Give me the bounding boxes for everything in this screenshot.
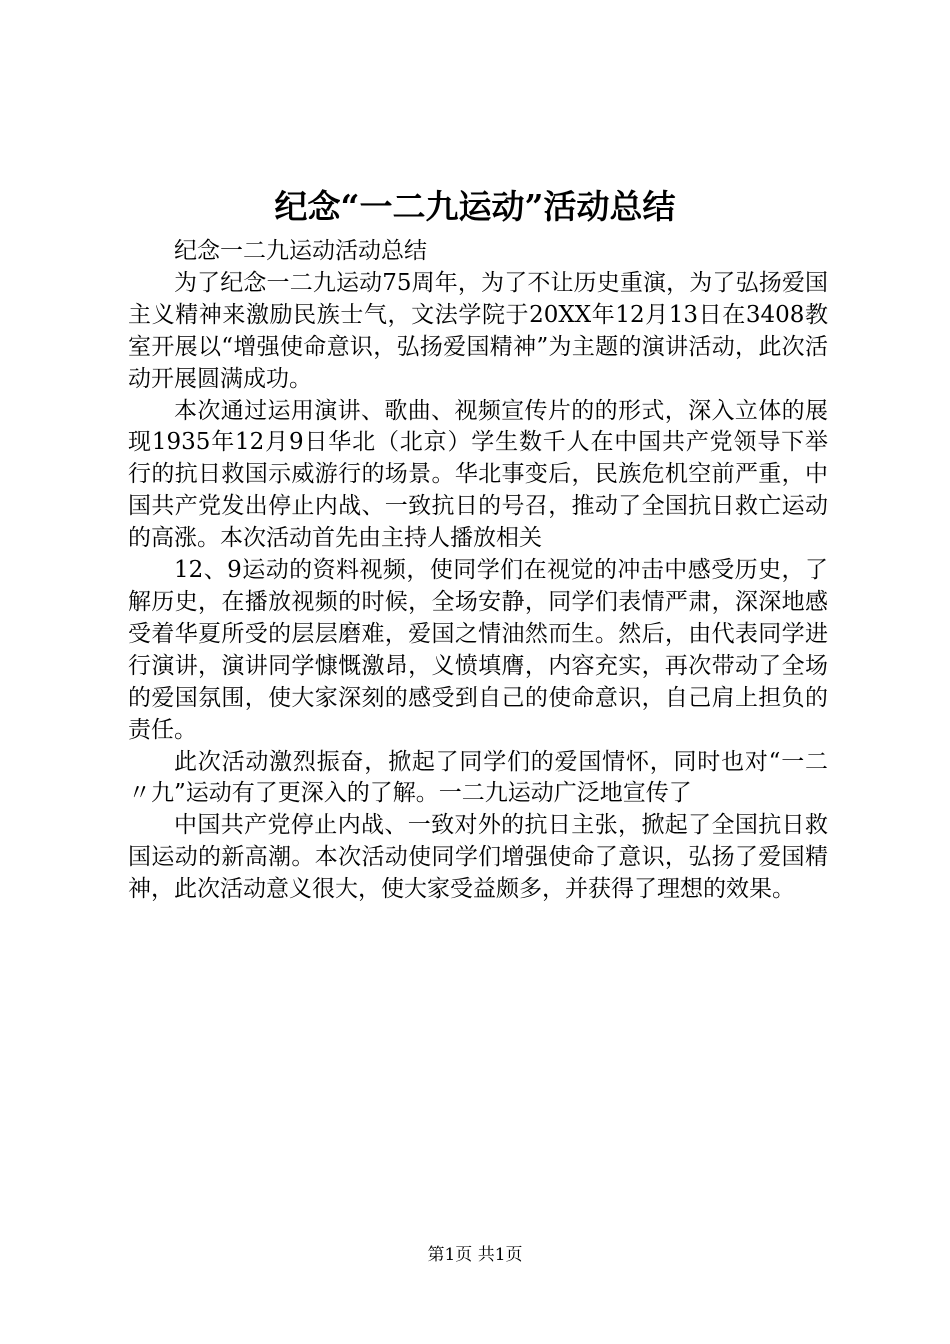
- paragraph-conclusion: 中国共产党停止内战、一致对外的抗日主张，掀起了全国抗日救国运动的新高潮。本次活动使同学们增强使命了意识，弘扬了爱国精神，此次活动意义很大，使大家受益颇多，并获得了理想的效果。: [128, 812, 828, 903]
- document-title: 纪念“一二九运动”活动总结: [274, 187, 676, 226]
- paragraph-impact: 此次活动激烈振奋，掀起了同学们的爱国情怀，同时也对“一二〃九”运动有了更深入的了解。一二九运动广泛地宣传了: [128, 748, 828, 807]
- paragraph-intro: 为了纪念一二九运动75周年，为了不让历史重演，为了弘扬爱国主义精神来激励民族士气，文法学院于20XX年12月13日在3408教室开展以“增强使命意识，弘扬爱国精神”为主题的演讲活动，此次活动开展圆满成功。: [128, 269, 828, 392]
- paragraph-activity-format: 本次通过运用演讲、歌曲、视频宣传片的的形式，深入立体的展现1935年12月9日华北（北京）学生数千人在中国共产党领导下举行的抗日救国示威游行的场景。华北事变后，民族危机空前严重，中国共产党发出停止内战、一致抗日的号召，推动了全国抗日救亡运动的高涨。本次活动首先由主持人播放相关: [128, 397, 828, 552]
- document-body: [128, 236, 828, 906]
- paragraph-video-and-speeches: 12、9运动的资料视频，使同学们在视觉的冲击中感受历史，了解历史，在播放视频的时候，全场安静，同学们表情严肃，深深地感受着华夏所受的层层磨难，爱国之情油然而生。然后，由代表同学进行演讲，演讲同学慷慨激昂，义愤填膺，内容充实，再次带动了全场的爱国氛围，使大家深刻的感受到自己的使命意识，自己肩上担负的责任。: [128, 557, 828, 743]
- paragraph-subtitle: 纪念一二九运动活动总结: [174, 238, 427, 264]
- page-number-footer: 第1页 共1页: [427, 1245, 523, 1265]
